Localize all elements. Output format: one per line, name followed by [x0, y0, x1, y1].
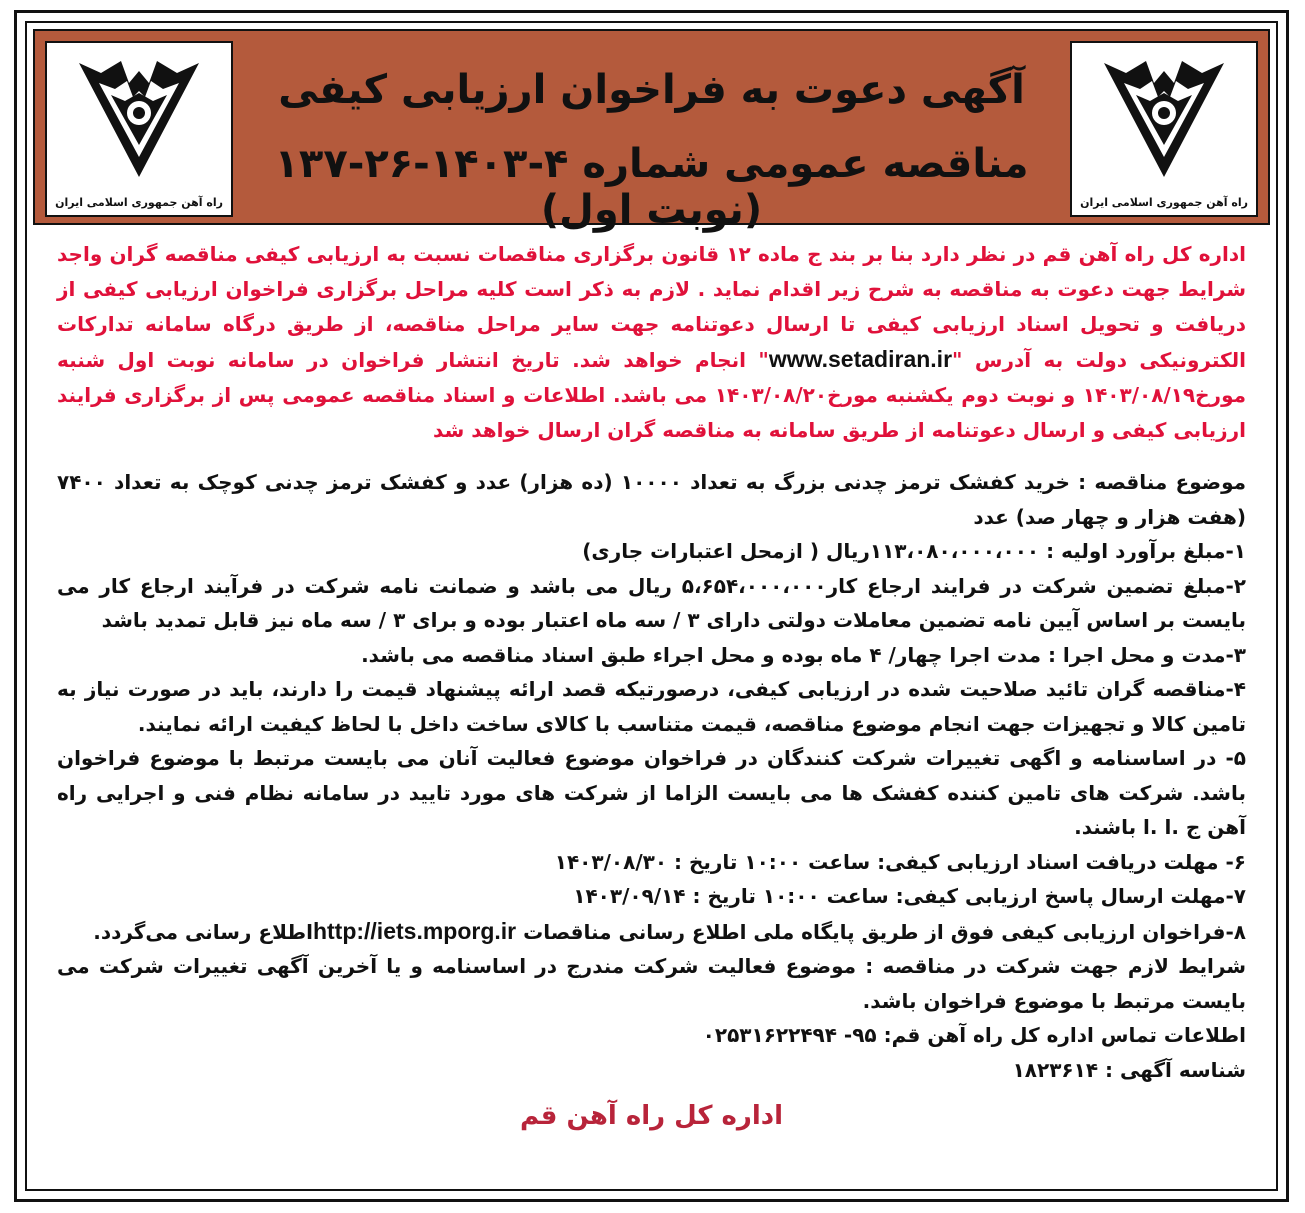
- tender-subject: موضوع مناقصه : خرید کفشک ترمز چدنی بزرگ به تعداد ۱۰۰۰۰ (ده هزار) عدد و کفشک ترمز چدنی کوچک به تعداد ۷۴۰۰ (هفت هزار و چهار صد) عدد: [57, 470, 1246, 529]
- item-response-deadline: ۷-مهلت ارسال پاسخ ارزیابی کیفی: ساعت ۱۰:۰۰ تاریخ : ۱۴۰۳/۰۹/۱۴: [573, 884, 1246, 908]
- item-guarantee: ۲-مبلغ تضمین شرکت در فرایند ارجاع کار۵،۶۵۴،۰۰۰،۰۰۰ ریال می باشد و ضمانت نامه شرکت در فرآیند ارجاع کار می بایست بر اساس آیین نامه تضمین معاملات دولتی دارای ۳ / سه ماه اعتبار بوده و برای ۳ / سه ماه نیز قابل تمدید باشد: [57, 573, 1246, 632]
- notice-inner-border: [25, 21, 1278, 1191]
- item-company-activity: ۵- در اساسنامه و اگهی تغییرات شرکت کنندگان در فراخوان موضوع فعالیت آنان می بایست مرتبط با موضوع فراخوان باشد. شرکت های تامین کننده کفشک ها می بایست الزاما از شرکت های مورد تایید در سامانه نظام فنی و اجرایی راه آهن ج .ا .ا باشند.: [57, 746, 1246, 839]
- intro-text-a: اداره کل راه آهن قم در نظر دارد بنا بر بند ج ماده ۱۲ قانون برگزاری مناقصات نسبت به ارزیابی کیفی مناقصه گران واجد شرایط جهت دعوت به مناقصه به شرح زیر اقدام نماید . لازم به ذکر است کلیه مراحل برگزاری فراخوان ارزیابی کیفی از دریافت و تحویل اسناد ارزیابی کیفی تا ارسال دعوتنامه جهت سایر مراحل مناقصه، از طریق درگاه سامانه تدارکات الکترونیکی دولت به آدرس ": [57, 242, 1246, 372]
- railway-logo-left: [45, 41, 233, 217]
- railway-logo-right: [1070, 41, 1258, 217]
- setadiran-link[interactable]: www.setadiran.ir: [768, 346, 953, 372]
- logo-caption: راه آهن جمهوری اسلامی ایران: [1080, 196, 1248, 209]
- item-estimate: ۱-مبلغ برآورد اولیه : ۱۱۳،۰۸۰،۰۰۰،۰۰۰ریال ( ازمحل اعتبارات جاری): [582, 539, 1246, 563]
- item8-text-b: اطلاع رسانی می‌گردد.: [93, 919, 313, 944]
- item-duration: ۳-مدت و محل اجرا : مدت اجرا چهار/ ۴ ماه بوده و محل اجراء طبق اسناد مناقصه می باشد.: [361, 642, 1246, 667]
- item-qualified-bidders: ۴-مناقصه گران تائید صلاحیت شده در ارزیابی کیفی، درصورتیکه قصد ارائه پیشنهاد قیمت را دارند، باید در صورت نیاز به تامین کالا و تجهیزات جهت انجام موضوع مناقصه، قیمت متناسب با کالای ساخت داخل با لحاظ کیفیت ارائه نمایند.: [57, 677, 1246, 736]
- intro-paragraph: [57, 237, 1246, 448]
- ad-identifier: شناسه آگهی : ۱۸۲۳۶۱۴: [1012, 1057, 1246, 1082]
- item8-text-a: ۸-فراخوان ارزیابی کیفی فوق از طریق پایگاه ملی اطلاع رسانی مناقصات: [523, 919, 1246, 944]
- notice-header: [33, 29, 1270, 233]
- contact-info: اطلاعات تماس اداره کل راه آهن قم: ۹۵- ۰۲۵۳۱۶۲۲۴۹۴: [702, 1023, 1246, 1047]
- participation-conditions: شرایط لازم جهت شرکت در مناقصه : موضوع فعالیت شرکت مندرج در اساسنامه و یا آخرین آگهی تغییرات شرکت می بایست مرتبط با موضوع فراخوان باشد.: [57, 954, 1246, 1013]
- issuer-signature: اداره کل راه آهن قم: [520, 1101, 783, 1131]
- notice-frame: [14, 10, 1289, 1202]
- winged-emblem-icon: [1096, 53, 1232, 183]
- winged-emblem-icon: [71, 53, 207, 183]
- tender-number: مناقصه عمومی شماره ۴-۱۴۰۳-۲۶-۱۳۷ (نوبت اول): [274, 141, 1029, 233]
- notice-body: [57, 465, 1246, 1087]
- logo-caption: راه آهن جمهوری اسلامی ایران: [55, 196, 223, 209]
- item-receive-deadline: ۶- مهلت دریافت اسناد ارزیابی کیفی: ساعت ۱۰:۰۰ تاریخ : ۱۴۰۳/۰۸/۳۰: [554, 849, 1246, 874]
- iets-link[interactable]: http://iets.mporg.ir: [312, 917, 517, 944]
- notice-title: آگهی دعوت به فراخوان ارزیابی کیفی: [278, 67, 1025, 113]
- intro-text-b: " انجام خواهد شد. تاریخ انتشار فراخوان در سامانه نوبت اول شنبه مورخ۱۴۰۳/۰۸/۱۹ و نوبت دوم یکشنبه مورخ۱۴۰۳/۰۸/۲۰ می باشد. اطلاعات و اسناد مناقصه عمومی پس از برگزاری فرایند ارزیابی کیفی و ارسال دعوتنامه از طریق سامانه به مناقصه گران ارسال خواهد شد: [57, 348, 1246, 442]
- item-announcement: [57, 914, 1246, 950]
